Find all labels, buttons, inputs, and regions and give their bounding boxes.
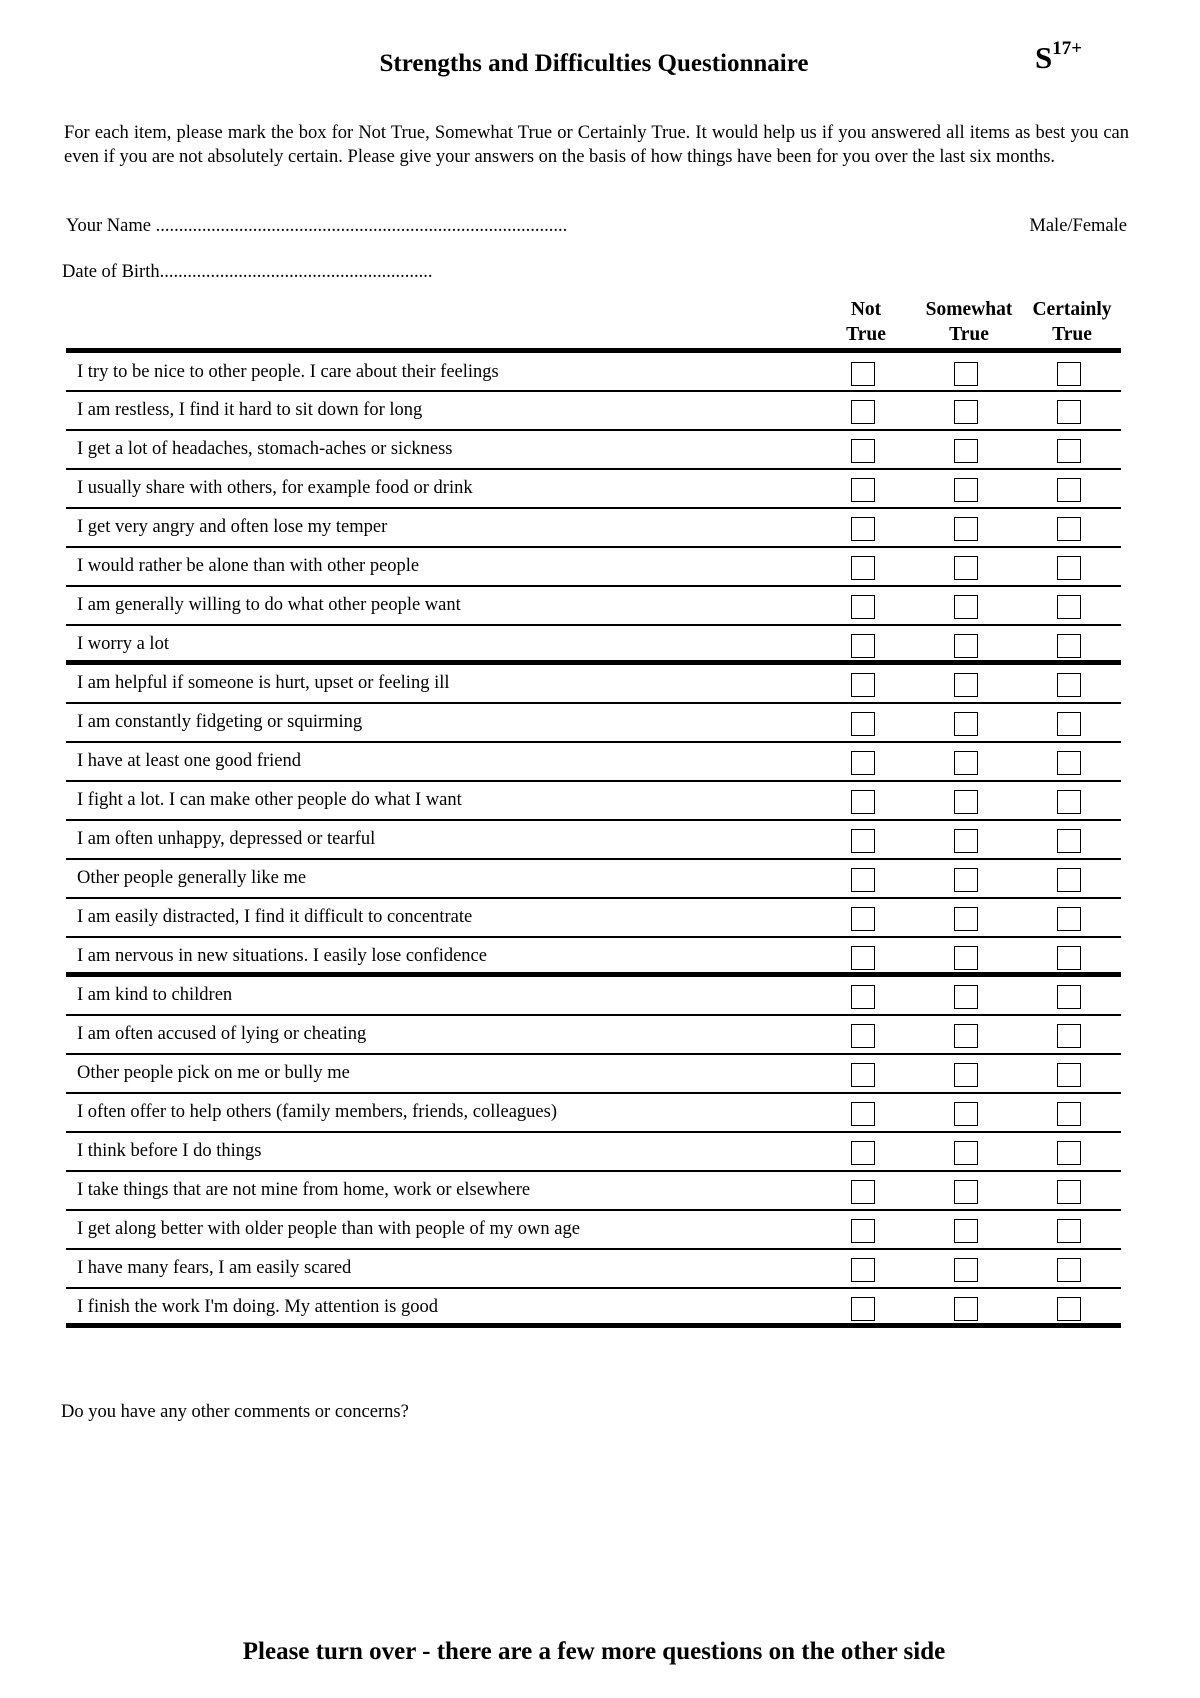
somewhat-true-checkbox[interactable] bbox=[954, 751, 978, 775]
version-badge bbox=[1035, 38, 1082, 76]
question-row bbox=[66, 1172, 1121, 1211]
question-text: I think before I do things bbox=[77, 1141, 262, 1161]
somewhat-true-checkbox[interactable] bbox=[954, 517, 978, 541]
question-text: I often offer to help others (family members, friends, colleagues) bbox=[77, 1102, 557, 1122]
question-row bbox=[66, 509, 1121, 548]
question-row bbox=[66, 938, 1121, 977]
somewhat-true-checkbox[interactable] bbox=[954, 1102, 978, 1126]
question-row bbox=[66, 977, 1121, 1016]
somewhat-true-checkbox[interactable] bbox=[954, 1024, 978, 1048]
question-row bbox=[66, 704, 1121, 743]
question-row bbox=[66, 348, 1121, 392]
somewhat-true-checkbox[interactable] bbox=[954, 478, 978, 502]
question-row bbox=[66, 1094, 1121, 1133]
certainly-true-checkbox[interactable] bbox=[1057, 1180, 1081, 1204]
not-true-checkbox[interactable] bbox=[851, 751, 875, 775]
not-true-checkbox[interactable] bbox=[851, 595, 875, 619]
question-text: I fight a lot. I can make other people do what I want bbox=[77, 790, 462, 810]
question-text: I am easily distracted, I find it difficult to concentrate bbox=[77, 907, 473, 927]
certainly-true-checkbox[interactable] bbox=[1057, 946, 1081, 970]
question-text: I usually share with others, for example food or drink bbox=[77, 478, 473, 498]
certainly-true-checkbox[interactable] bbox=[1057, 478, 1081, 502]
certainly-true-checkbox[interactable] bbox=[1057, 595, 1081, 619]
certainly-true-checkbox[interactable] bbox=[1057, 362, 1081, 386]
somewhat-true-checkbox[interactable] bbox=[954, 868, 978, 892]
question-row bbox=[66, 1211, 1121, 1250]
question-row bbox=[66, 665, 1121, 704]
somewhat-true-checkbox[interactable] bbox=[954, 634, 978, 658]
certainly-true-checkbox[interactable] bbox=[1057, 868, 1081, 892]
certainly-true-checkbox[interactable] bbox=[1057, 751, 1081, 775]
certainly-true-checkbox[interactable] bbox=[1057, 400, 1081, 424]
column-header-not-true bbox=[811, 297, 921, 347]
question-text: I get very angry and often lose my temper bbox=[77, 517, 388, 537]
somewhat-true-checkbox[interactable] bbox=[954, 790, 978, 814]
gender-field[interactable]: Male/Female bbox=[1029, 216, 1127, 236]
question-text: I am restless, I find it hard to sit down for long bbox=[77, 400, 423, 420]
certainly-true-checkbox[interactable] bbox=[1057, 556, 1081, 580]
not-true-checkbox[interactable] bbox=[851, 712, 875, 736]
not-true-checkbox[interactable] bbox=[851, 1258, 875, 1282]
question-row bbox=[66, 1016, 1121, 1055]
question-row bbox=[66, 782, 1121, 821]
question-text: Other people generally like me bbox=[77, 868, 307, 888]
question-text: I am nervous in new situations. I easily lose confidence bbox=[77, 946, 487, 966]
column-header-certainly-true bbox=[1017, 297, 1127, 347]
somewhat-true-checkbox[interactable] bbox=[954, 1063, 978, 1087]
turn-over-notice: Please turn over - there are a few more questions on the other side bbox=[242, 1638, 946, 1665]
question-text: I am constantly fidgeting or squirming bbox=[77, 712, 363, 732]
somewhat-true-checkbox[interactable] bbox=[954, 946, 978, 970]
question-table bbox=[66, 348, 1121, 1328]
question-text: I get a lot of headaches, stomach-aches or sickness bbox=[77, 439, 453, 459]
column-header-line: Certainly bbox=[1032, 299, 1112, 320]
question-text: I worry a lot bbox=[77, 634, 169, 654]
certainly-true-checkbox[interactable] bbox=[1057, 790, 1081, 814]
somewhat-true-checkbox[interactable] bbox=[954, 985, 978, 1009]
somewhat-true-checkbox[interactable] bbox=[954, 1219, 978, 1243]
question-row bbox=[66, 821, 1121, 860]
not-true-checkbox[interactable] bbox=[851, 673, 875, 697]
question-row bbox=[66, 431, 1121, 470]
certainly-true-checkbox[interactable] bbox=[1057, 1063, 1081, 1087]
not-true-checkbox[interactable] bbox=[851, 400, 875, 424]
somewhat-true-checkbox[interactable] bbox=[954, 1180, 978, 1204]
somewhat-true-checkbox[interactable] bbox=[954, 556, 978, 580]
somewhat-true-checkbox[interactable] bbox=[954, 595, 978, 619]
not-true-checkbox[interactable] bbox=[851, 1219, 875, 1243]
comments-prompt: Do you have any other comments or concerns? bbox=[61, 1402, 409, 1422]
name-field[interactable]: Your Name ......................................................................................... bbox=[66, 216, 568, 236]
somewhat-true-checkbox[interactable] bbox=[954, 439, 978, 463]
not-true-checkbox[interactable] bbox=[851, 946, 875, 970]
question-text: I have many fears, I am easily scared bbox=[77, 1258, 352, 1278]
question-row bbox=[66, 1133, 1121, 1172]
question-row bbox=[66, 899, 1121, 938]
question-text: I get along better with older people than with people of my own age bbox=[77, 1219, 580, 1239]
question-row bbox=[66, 392, 1121, 431]
badge-letter: S bbox=[1035, 40, 1053, 75]
certainly-true-checkbox[interactable] bbox=[1057, 1141, 1081, 1165]
not-true-checkbox[interactable] bbox=[851, 634, 875, 658]
question-text: I am often unhappy, depressed or tearful bbox=[77, 829, 376, 849]
certainly-true-checkbox[interactable] bbox=[1057, 634, 1081, 658]
question-text: I am kind to children bbox=[77, 985, 233, 1005]
column-header-line: True bbox=[1052, 324, 1092, 345]
somewhat-true-checkbox[interactable] bbox=[954, 712, 978, 736]
column-header-line: True bbox=[846, 324, 886, 345]
not-true-checkbox[interactable] bbox=[851, 439, 875, 463]
not-true-checkbox[interactable] bbox=[851, 868, 875, 892]
question-row bbox=[66, 860, 1121, 899]
not-true-checkbox[interactable] bbox=[851, 517, 875, 541]
not-true-checkbox[interactable] bbox=[851, 1297, 875, 1321]
question-text: I have at least one good friend bbox=[77, 751, 301, 771]
certainly-true-checkbox[interactable] bbox=[1057, 907, 1081, 931]
not-true-checkbox[interactable] bbox=[851, 1024, 875, 1048]
not-true-checkbox[interactable] bbox=[851, 1180, 875, 1204]
question-row bbox=[66, 548, 1121, 587]
column-header-somewhat-true bbox=[914, 297, 1024, 347]
not-true-checkbox[interactable] bbox=[851, 985, 875, 1009]
not-true-checkbox[interactable] bbox=[851, 1141, 875, 1165]
question-row bbox=[66, 1055, 1121, 1094]
question-row bbox=[66, 470, 1121, 509]
question-text: I am generally willing to do what other people want bbox=[77, 595, 461, 615]
question-row bbox=[66, 587, 1121, 626]
somewhat-true-checkbox[interactable] bbox=[954, 1258, 978, 1282]
column-header-line: Somewhat bbox=[925, 299, 1013, 320]
instructions: For each item, please mark the box for Not True, Somewhat True or Certainly True. It would help us if you answered all items as best you can even if you are not absolutely certain. Please give your answers on the basis of how things have been for you over the last six months. bbox=[64, 123, 1129, 167]
certainly-true-checkbox[interactable] bbox=[1057, 712, 1081, 736]
certainly-true-checkbox[interactable] bbox=[1057, 1297, 1081, 1321]
column-header-line: True bbox=[949, 324, 989, 345]
not-true-checkbox[interactable] bbox=[851, 907, 875, 931]
dob-field[interactable]: Date of Birth........................................................... bbox=[62, 262, 433, 282]
question-text: Other people pick on me or bully me bbox=[77, 1063, 350, 1083]
somewhat-true-checkbox[interactable] bbox=[954, 1141, 978, 1165]
not-true-checkbox[interactable] bbox=[851, 362, 875, 386]
question-text: I take things that are not mine from home, work or elsewhere bbox=[77, 1180, 531, 1200]
somewhat-true-checkbox[interactable] bbox=[954, 400, 978, 424]
somewhat-true-checkbox[interactable] bbox=[954, 1297, 978, 1321]
not-true-checkbox[interactable] bbox=[851, 556, 875, 580]
page-title: Strengths and Difficulties Questionnaire bbox=[379, 50, 809, 77]
not-true-checkbox[interactable] bbox=[851, 790, 875, 814]
certainly-true-checkbox[interactable] bbox=[1057, 673, 1081, 697]
certainly-true-checkbox[interactable] bbox=[1057, 1102, 1081, 1126]
not-true-checkbox[interactable] bbox=[851, 478, 875, 502]
somewhat-true-checkbox[interactable] bbox=[954, 673, 978, 697]
question-text: I finish the work I'm doing. My attention is good bbox=[77, 1297, 438, 1317]
certainly-true-checkbox[interactable] bbox=[1057, 1219, 1081, 1243]
certainly-true-checkbox[interactable] bbox=[1057, 1024, 1081, 1048]
somewhat-true-checkbox[interactable] bbox=[954, 907, 978, 931]
column-header-line: Not bbox=[850, 299, 882, 320]
not-true-checkbox[interactable] bbox=[851, 829, 875, 853]
not-true-checkbox[interactable] bbox=[851, 1063, 875, 1087]
certainly-true-checkbox[interactable] bbox=[1057, 1258, 1081, 1282]
question-text: I am often accused of lying or cheating bbox=[77, 1024, 367, 1044]
somewhat-true-checkbox[interactable] bbox=[954, 362, 978, 386]
question-text: I would rather be alone than with other people bbox=[77, 556, 420, 576]
not-true-checkbox[interactable] bbox=[851, 1102, 875, 1126]
question-text: I am helpful if someone is hurt, upset or feeling ill bbox=[77, 673, 450, 693]
question-row bbox=[66, 1250, 1121, 1289]
certainly-true-checkbox[interactable] bbox=[1057, 517, 1081, 541]
certainly-true-checkbox[interactable] bbox=[1057, 439, 1081, 463]
certainly-true-checkbox[interactable] bbox=[1057, 985, 1081, 1009]
question-text: I try to be nice to other people. I care about their feelings bbox=[77, 362, 499, 382]
badge-age: 17+ bbox=[1052, 38, 1083, 59]
question-row bbox=[66, 743, 1121, 782]
question-row bbox=[66, 1289, 1121, 1328]
somewhat-true-checkbox[interactable] bbox=[954, 829, 978, 853]
question-row bbox=[66, 626, 1121, 665]
certainly-true-checkbox[interactable] bbox=[1057, 829, 1081, 853]
